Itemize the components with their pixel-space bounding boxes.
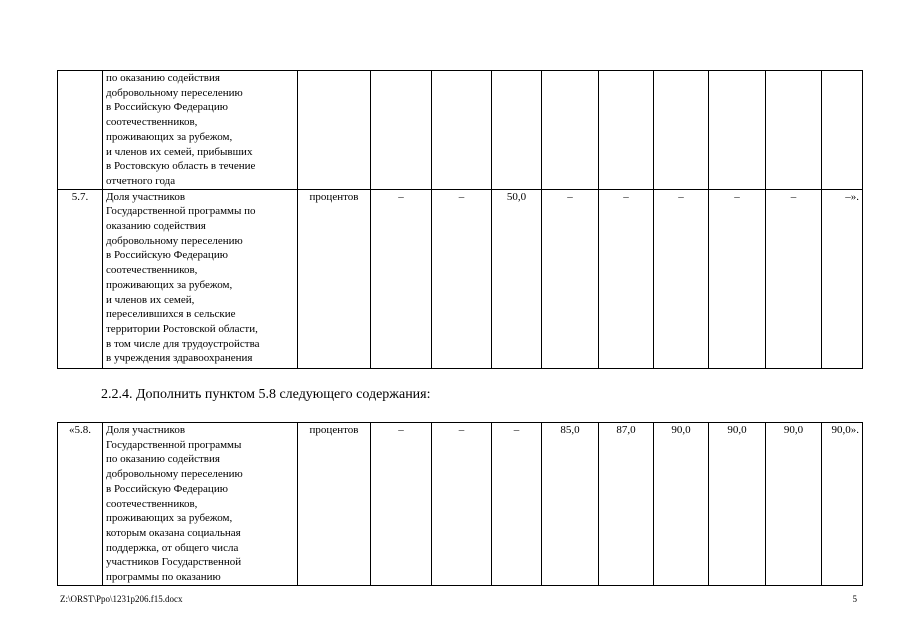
value-cell: 90,0». xyxy=(822,423,863,586)
value-cell: – xyxy=(492,423,542,586)
table-row xyxy=(58,423,863,586)
value-cell: 90,0 xyxy=(654,423,709,586)
value-cell xyxy=(492,71,542,190)
value-cell: – xyxy=(542,189,599,368)
value-cell xyxy=(432,71,492,190)
value-cell xyxy=(542,71,599,190)
page-number: 5 xyxy=(852,594,857,604)
indicator-description: по оказанию содействия добровольному переселению в Российскую Федерацию соотечественников, проживающих за рубежом, и членов их семей, прибывших в Ростовскую область в течение отчетного года xyxy=(103,71,298,190)
value-cell xyxy=(766,71,822,190)
indicator-table-continued xyxy=(57,70,863,369)
value-cell: – xyxy=(371,189,432,368)
value-cell: 85,0 xyxy=(542,423,599,586)
value-cell xyxy=(709,71,766,190)
unit-cell: процентов xyxy=(298,423,371,586)
value-cell: 50,0 xyxy=(492,189,542,368)
value-cell xyxy=(654,71,709,190)
footer-file-path: Z:\ORST\Ppo\1231p206.f15.docx xyxy=(60,594,183,604)
value-cell xyxy=(371,71,432,190)
value-cell: – xyxy=(599,189,654,368)
indicator-table-new-item xyxy=(57,422,863,586)
value-cell: – xyxy=(371,423,432,586)
value-cell: – xyxy=(654,189,709,368)
table-row xyxy=(58,189,863,368)
indicator-description: Доля участников Государственной программы по оказанию содействия добровольному переселению в Российскую Федерацию соотечественников, проживающих за рубежом, которым оказана социальная поддержка, от общего числа участников Государственной программы по оказанию xyxy=(103,423,298,586)
unit-cell xyxy=(298,71,371,190)
row-number xyxy=(58,71,103,190)
value-cell: 90,0 xyxy=(766,423,822,586)
indicator-description: Доля участников Государственной программы по оказанию содействия добровольному переселению в Российскую Федерацию соотечественников, проживающих за рубежом, и членов их семей, переселившихся в сельские территории Ростовской области, в том числе для трудоустройства в учреждения здравоохранения xyxy=(103,189,298,368)
value-cell xyxy=(599,71,654,190)
value-cell: 87,0 xyxy=(599,423,654,586)
value-cell: –». xyxy=(822,189,863,368)
row-number: 5.7. xyxy=(58,189,103,368)
value-cell: 90,0 xyxy=(709,423,766,586)
value-cell: – xyxy=(766,189,822,368)
value-cell xyxy=(822,71,863,190)
unit-cell: процентов xyxy=(298,189,371,368)
row-number: «5.8. xyxy=(58,423,103,586)
table-row xyxy=(58,71,863,190)
amendment-paragraph: 2.2.4. Дополнить пунктом 5.8 следующего содержания: xyxy=(101,387,431,402)
value-cell: – xyxy=(709,189,766,368)
value-cell: – xyxy=(432,423,492,586)
value-cell: – xyxy=(432,189,492,368)
